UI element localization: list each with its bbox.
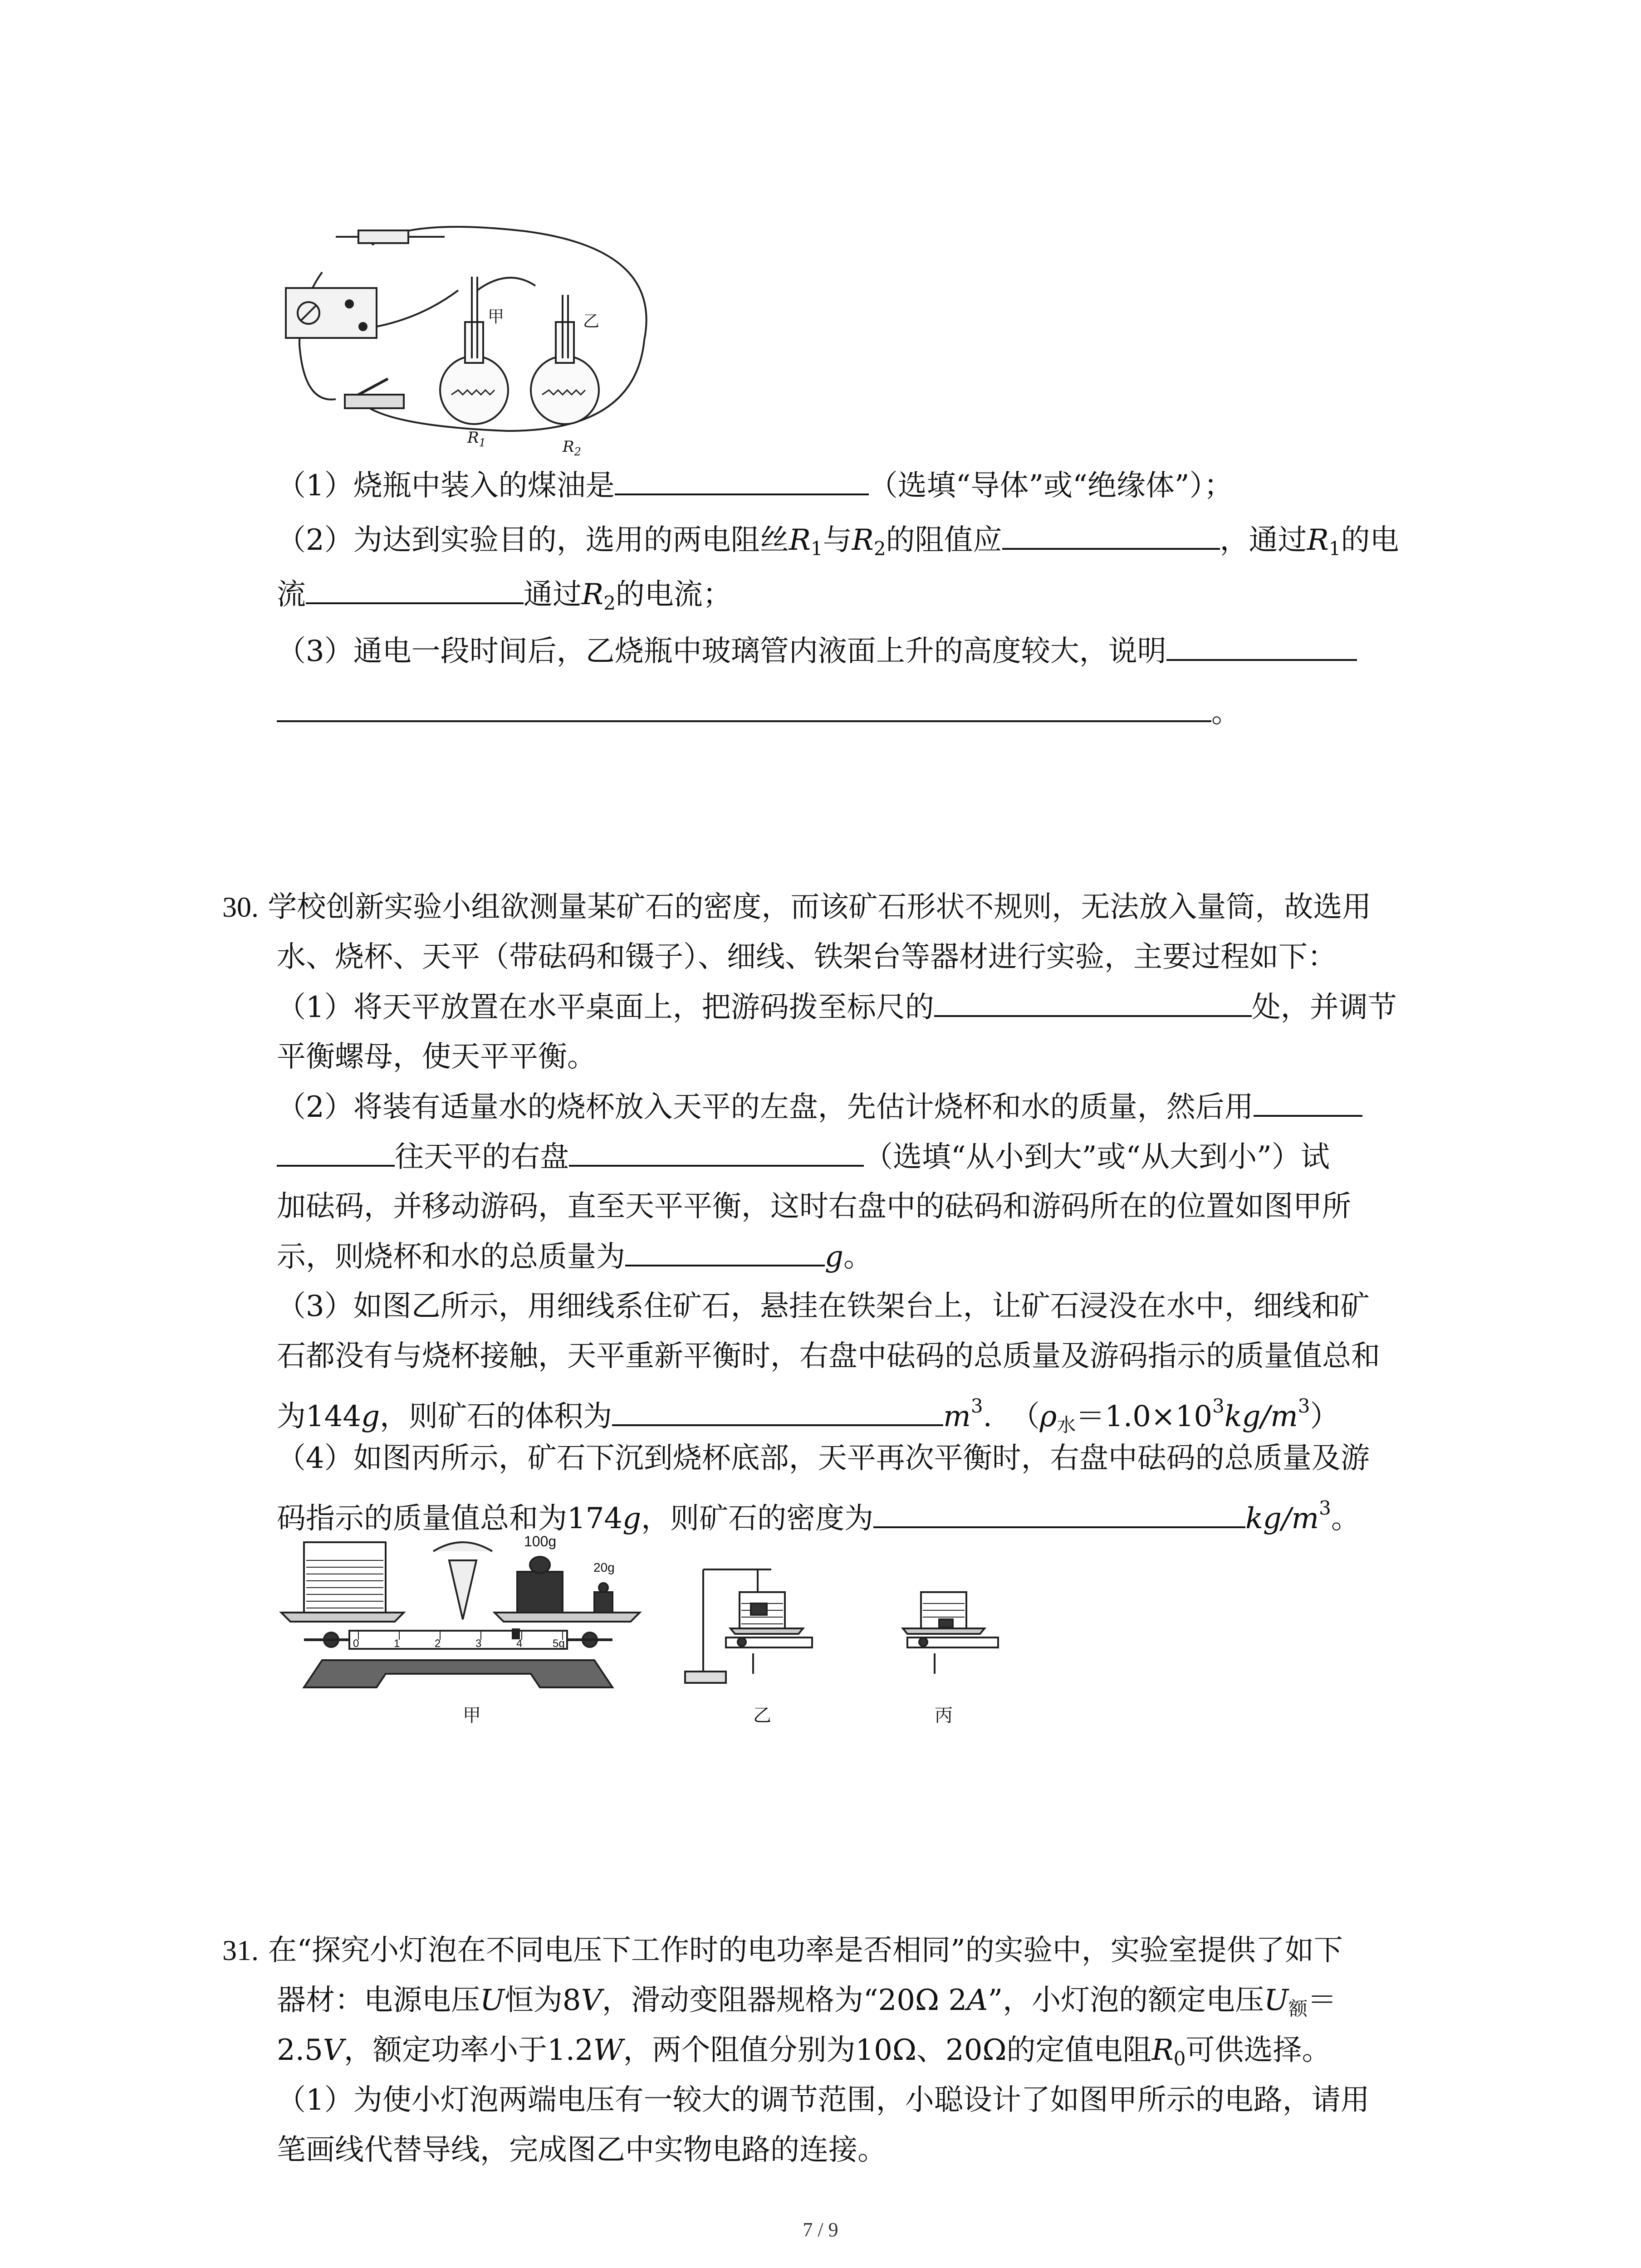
r2-label: $R_2$	[563, 438, 581, 458]
scale-tick: 3	[475, 1637, 482, 1650]
q30-intro-2: 水、烧杯、天平（带砝码和镊子）、细线、铁架台等器材进行实验，主要过程如下：	[277, 940, 1337, 974]
scale-tick: 5g	[553, 1637, 565, 1650]
q30-part3-cont: 石都没有与烧杯接触，天平重新平衡时，右盘中砝码的总质量及游码指示的质量值总和	[277, 1339, 1380, 1373]
balance-figure-jia	[277, 1533, 658, 1724]
q30-part1: （1）将天平放置在水平桌面上，把游码拨至标尺的 处，并调节	[277, 989, 1397, 1026]
balance-bing-label: 丙	[935, 1705, 953, 1726]
q30-intro-1: 30. 学校创新实验小组欲测量某矿石的密度，而该矿石形状不规则，无法放入量筒，故选用	[222, 890, 1372, 924]
r1-label: $R_1$	[467, 429, 486, 449]
q30-blank-4[interactable]	[625, 1238, 825, 1266]
page-number: 7 / 9	[803, 2219, 838, 2241]
q30-part4: （4）如图丙所示，矿石下沉到烧杯底部，天平再次平衡时，右盘中砝码的总质量及游	[277, 1442, 1370, 1475]
scale-tick: 0	[353, 1637, 359, 1650]
q29-blank-1[interactable]	[615, 467, 869, 495]
q30-blank-6[interactable]	[873, 1500, 1245, 1528]
balance-yi-label: 乙	[753, 1705, 771, 1726]
circuit-figure	[272, 213, 662, 467]
q30-part2-cont: 往天平的右盘 （选填“从小到大”或“从大到小”）试	[277, 1139, 1330, 1175]
q30-part2: （2）将装有适量水的烧杯放入天平的左盘，先估计烧杯和水的质量，然后用	[277, 1089, 1362, 1125]
q30-blank-2b[interactable]	[277, 1139, 395, 1167]
q29-part3-cont: 。	[277, 694, 1240, 731]
q30-part1-cont: 平衡螺母，使天平平衡。	[277, 1040, 596, 1074]
balance-figure-bing	[898, 1588, 1003, 1726]
scale-tick: 2	[435, 1637, 441, 1650]
q31-number: 31.	[222, 1934, 259, 1966]
q29-part2: （2）为达到实验目的，选用的两电阻丝$R_1$与$R_2$的阻值应 ，通过$R_1$的电	[277, 522, 1399, 567]
weight-100-label: 100g	[524, 1533, 557, 1549]
scale-tick: 4	[516, 1637, 523, 1650]
balance-jia-label: 甲	[463, 1705, 481, 1726]
q29-part2-cont: 流 通过$R_2$的电流；	[277, 576, 732, 621]
q30-part3-cont2: 为144g，则矿石的体积为 $m^3$. $(\rho_水=1.0\times 10^3kg/m^3)$	[277, 1395, 1339, 1436]
q31-part1: （1）为使小灯泡两端电压有一较大的调节范围，小聪设计了如图甲所示的电路，请用	[277, 2083, 1370, 2117]
weight-20-label: 20g	[593, 1560, 615, 1574]
scale-tick: 1	[394, 1637, 400, 1650]
flask-jia-label: 甲	[488, 308, 505, 326]
q30-number: 30.	[222, 891, 259, 923]
q29-blank-3[interactable]	[306, 576, 524, 604]
q29-part1: （1）烧瓶中装入的煤油是 （选填“导体”或“绝缘体”）；	[277, 467, 1233, 504]
balance-figure-yi	[681, 1556, 817, 1726]
q30-part3: （3）如图乙所示，用细线系住矿石，悬挂在铁架台上，让矿石浸没在水中，细线和矿	[277, 1290, 1370, 1323]
q31-part1-cont: 笔画线代替导线，完成图乙中实物电路的连接。	[277, 2133, 887, 2167]
q29-blank-4[interactable]	[1166, 633, 1357, 661]
q29-blank-5[interactable]	[277, 694, 1211, 722]
q30-part2-cont3: 示，则烧杯和水的总质量为 g。	[277, 1238, 872, 1275]
q31-line-2: 器材：电源电压U恒为8V，滑动变阻器规格为“20Ω 2A”，小灯泡的额定电压$U_额=$	[277, 1984, 1337, 2020]
flask-yi-label: 乙	[583, 312, 600, 331]
q31-line-1: 31. 在“探究小灯泡在不同电压下工作时的电功率是否相同”的实验中，实验室提供了如下	[222, 1934, 1343, 1967]
q29-blank-2[interactable]	[1002, 522, 1220, 550]
q30-part4-cont: 码指示的质量值总和为174g，则矿石的密度为 $kg/m^3$。	[277, 1497, 1360, 1535]
q30-blank-3[interactable]	[569, 1139, 864, 1167]
q29-part3: （3）通电一段时间后，乙烧瓶中玻璃管内液面上升的高度较大，说明	[277, 633, 1357, 670]
q31-line-3: 2.5V，额定功率小于1.2W，两个阻值分别为10Ω、20Ω的定值电阻$R_0$可供选择。	[277, 2033, 1331, 2070]
q30-blank-2a[interactable]	[1254, 1089, 1362, 1117]
q30-blank-5[interactable]	[612, 1398, 943, 1426]
q30-part2-cont2: 加砝码，并移动游码，直至天平平衡，这时右盘中的砝码和游码所在的位置如图甲所	[277, 1190, 1351, 1223]
q30-blank-1[interactable]	[934, 989, 1252, 1017]
